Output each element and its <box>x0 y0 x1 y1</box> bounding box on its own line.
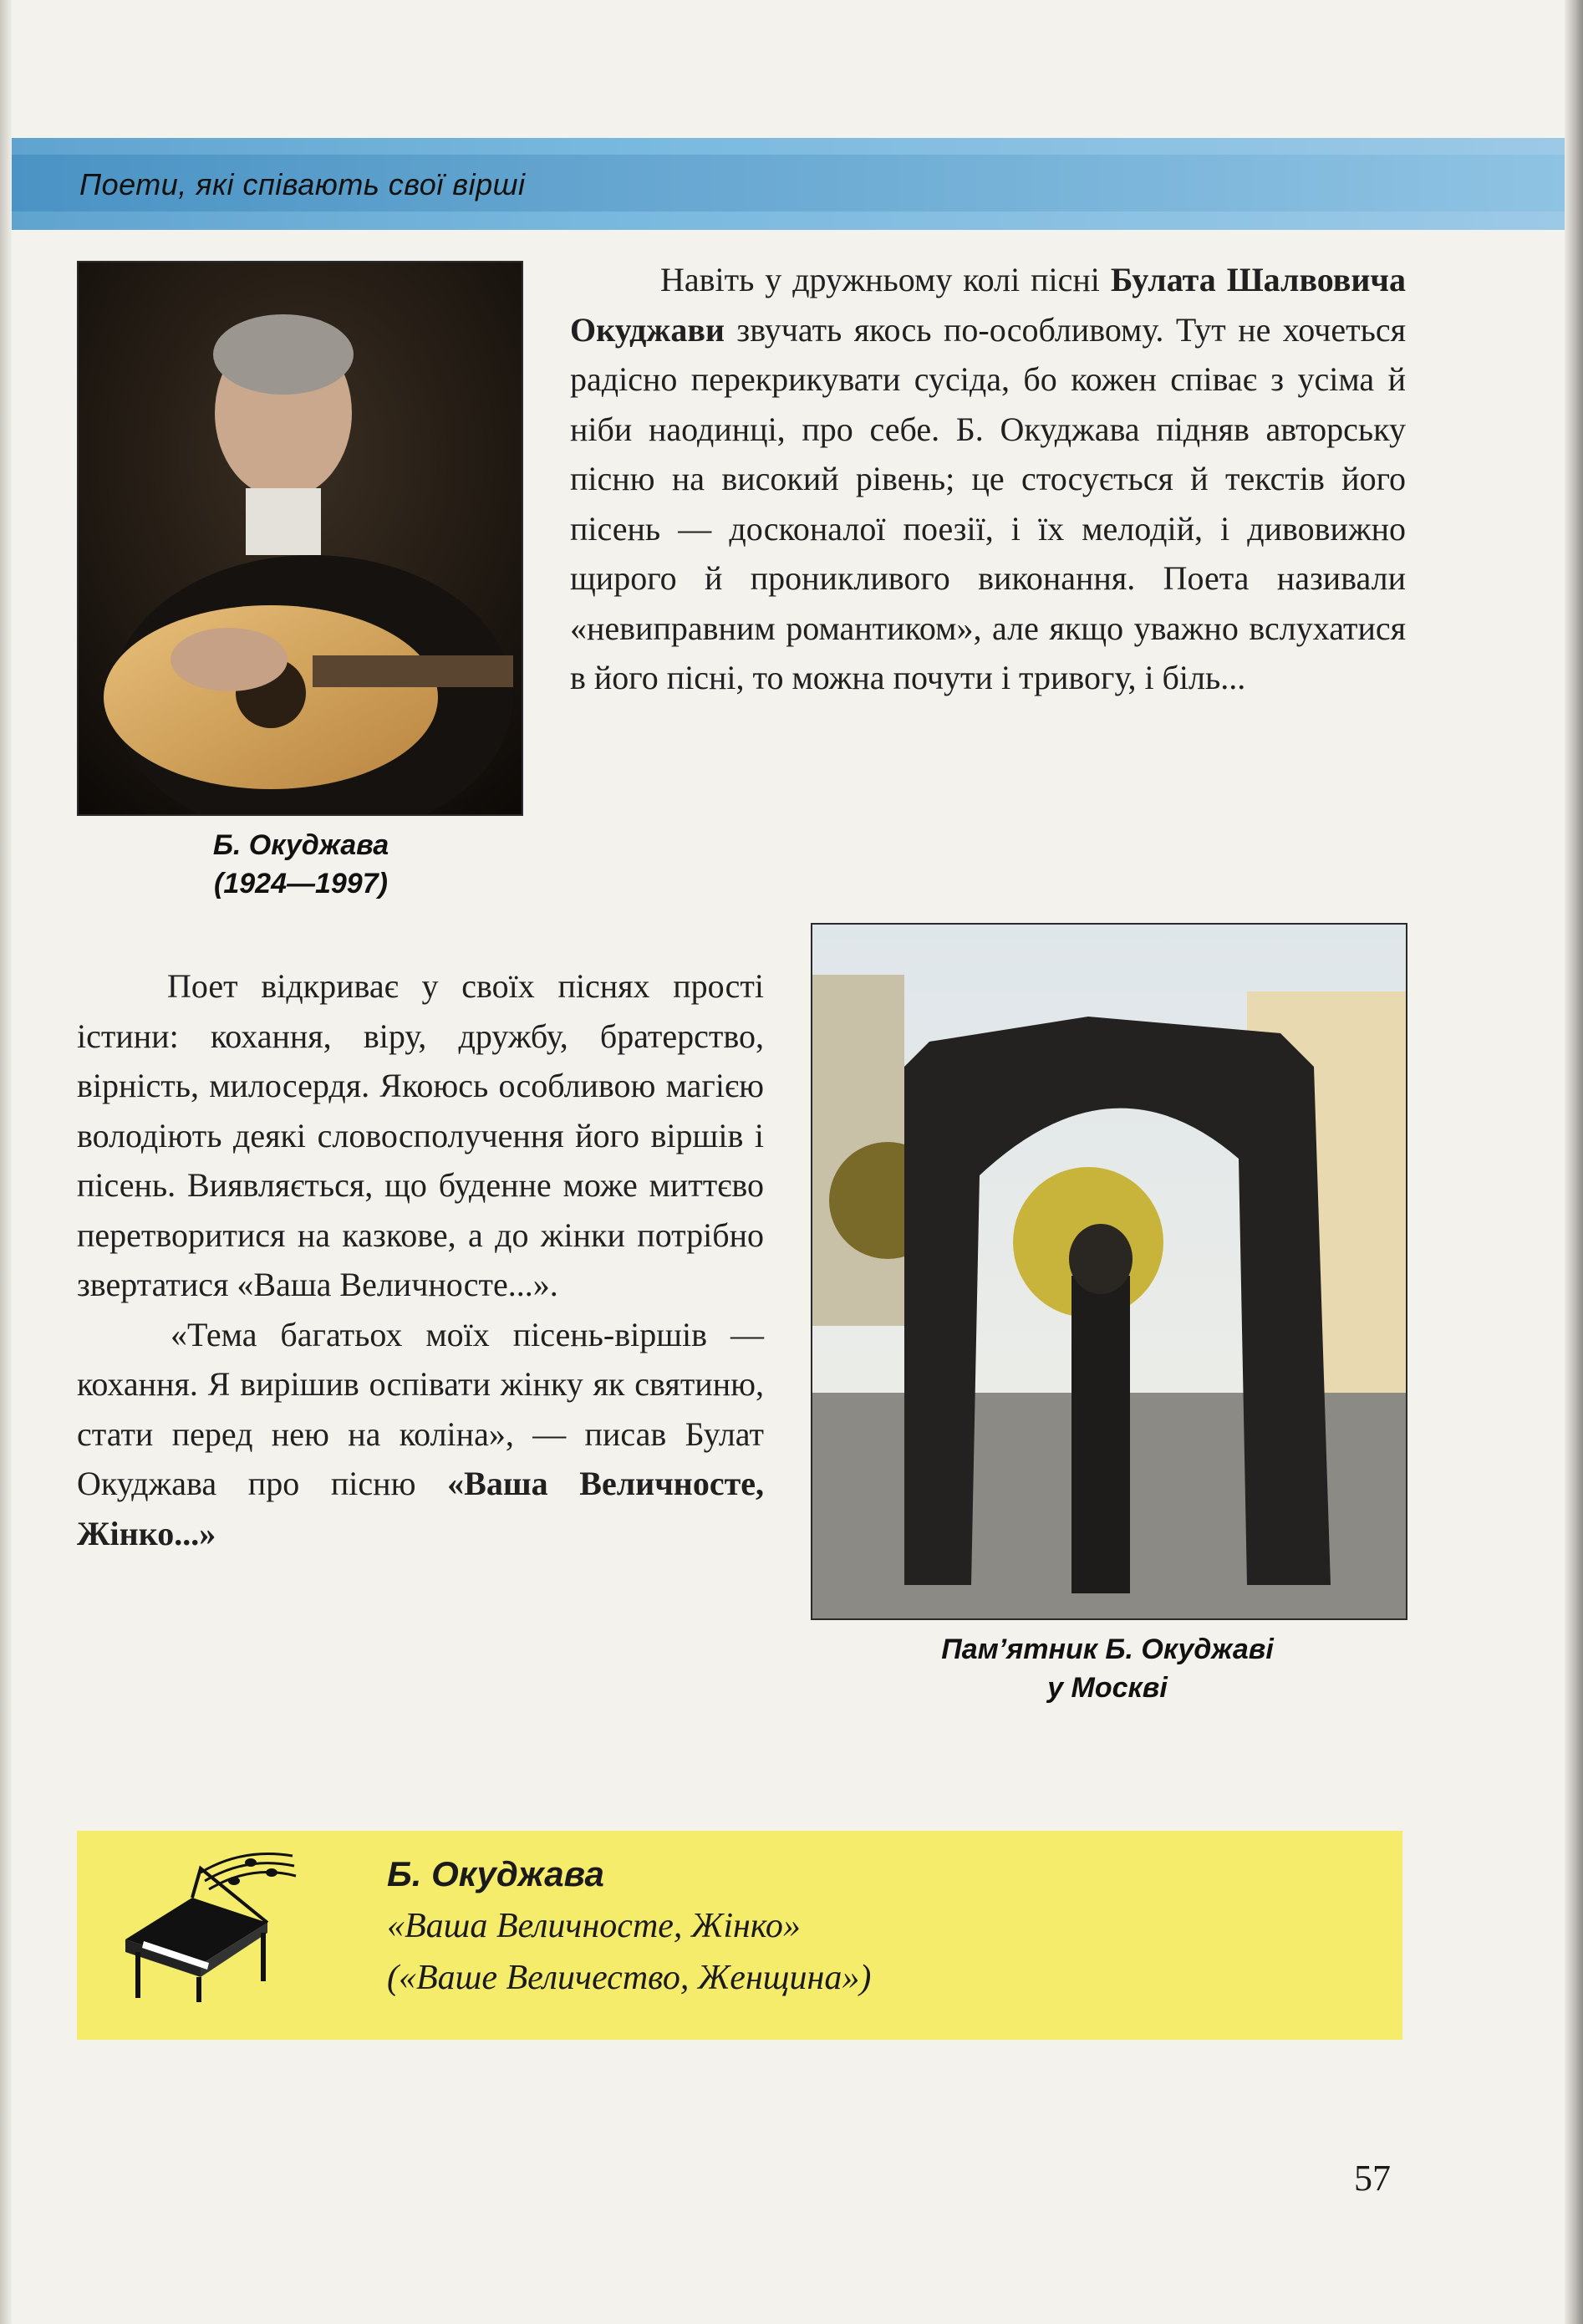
portrait-photo <box>77 261 523 816</box>
song-title-bold: «Ваша Величносте, Жінко...» <box>77 1465 764 1552</box>
piano-icon <box>100 1839 301 2006</box>
music-author: Б. Окуджава <box>387 1854 604 1893</box>
portrait-caption <box>134 826 468 903</box>
paragraph-block-left <box>77 961 764 1558</box>
page-edge-right <box>1565 0 1583 2324</box>
header-title: Поети, які співають свої вірші <box>79 167 526 201</box>
paragraph-intro <box>570 255 1406 703</box>
paragraph-intro-start: Навіть у дружньому колі пісні <box>660 261 1111 298</box>
poet-full-name: Булата Шалвовича Окуджави <box>570 261 1406 349</box>
monument-caption <box>815 1630 1400 1707</box>
music-title: «Ваша Величносте, Жінко» <box>387 1907 801 1945</box>
page-number: 57 <box>1354 2158 1391 2199</box>
portrait-caption-years: (1924—1997) <box>214 868 388 900</box>
monument-photo <box>811 923 1407 1620</box>
paragraph-quote <box>77 1310 764 1559</box>
page-edge-left <box>0 0 12 2324</box>
monument-caption-line1: Пам’ятник Б. Окуджаві <box>941 1633 1274 1665</box>
monument-caption-line2: у Москві <box>1047 1672 1168 1704</box>
paragraph-intro-rest: звучать якось по-особливому. Тут не хочеться радісно перекрикувати сусіда, бо кожен співає з усіма й ніби наодинці, про себе. Б. Окуджава підняв авторську пісню на високий рівень; це стосується й текстів його пісень — досконалої поезії, і їх мелодій, і дивовижно щирого й проникливого виконання. Поета називали «невиправним романтиком», але якщо уважно вслухатися в його пісні, то можна почути і тривогу, і біль... <box>570 310 1406 696</box>
paragraph-quote-text: «Тема багатьох моїх пісень-віршів — кохання. Я вирішив оспівати жінку як святиню, стати перед нею на коліна», — писав Булат Окуджава про пісню <box>77 1315 764 1502</box>
portrait-caption-name: Б. Окуджава <box>212 829 389 861</box>
music-title-ru: («Ваше Величество, Женщина») <box>387 1959 872 1997</box>
paragraph-truths: Поет відкриває у своїх піснях прості істини: кохання, віру, дружбу, братерство, вірність, милосердя. Якоюсь особливою магією володіють деякі словосполучення його віршів і пісень. Виявляється, що буденне може миттєво перетворитися на казкове, а до жінки потрібно звертатися «Ваша Величносте...». <box>77 967 764 1303</box>
